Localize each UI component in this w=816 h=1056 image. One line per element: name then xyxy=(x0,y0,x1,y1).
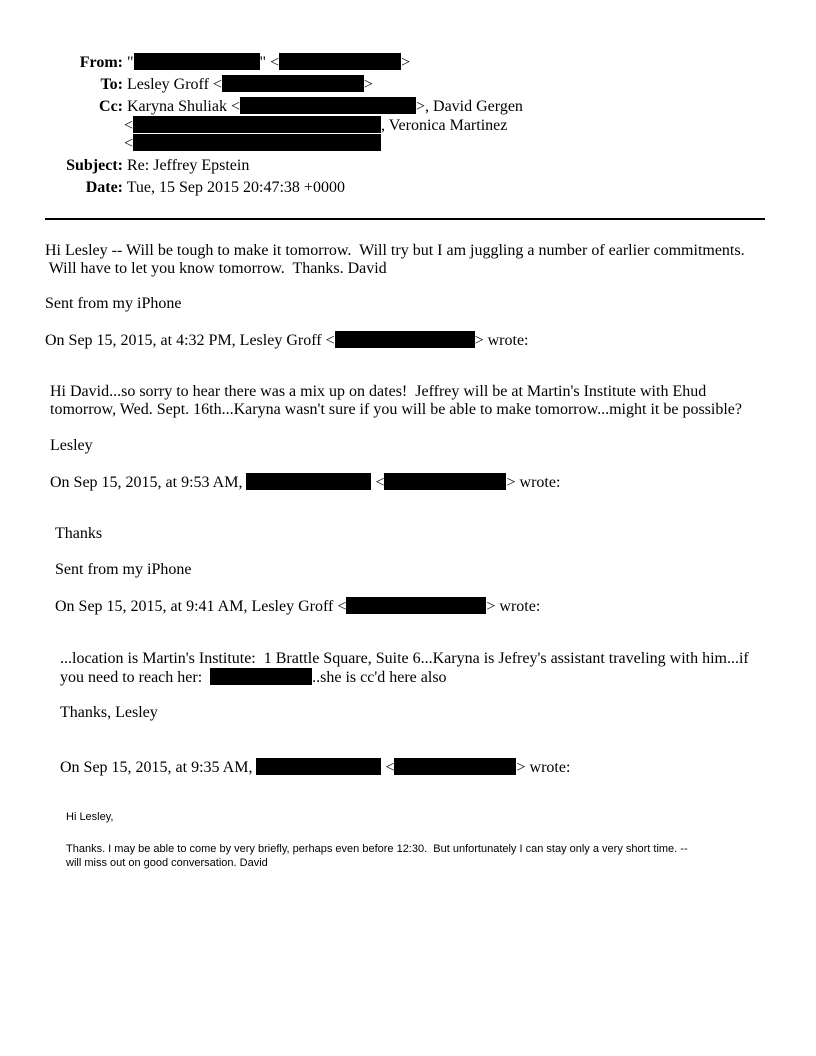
cc-value: Karyna Shuliak < xyxy=(127,98,240,115)
cc-line2-end: , Veronica Martinez xyxy=(381,117,508,134)
quote-header-suffix: > wrote: xyxy=(516,759,571,776)
msg1-line2: Will have to let you know tomorrow. Thanks. David xyxy=(45,260,387,277)
date-label: Date: xyxy=(85,179,123,196)
msg5-line2: will miss out on good conversation. David xyxy=(66,857,268,869)
quote-header-suffix: > wrote: xyxy=(486,598,541,615)
to-row xyxy=(0,75,373,95)
redaction-box xyxy=(240,97,416,114)
msg4-line2 xyxy=(60,668,447,687)
date-row xyxy=(0,178,345,198)
quote-header-mid: < xyxy=(371,474,385,491)
cc-row-3 xyxy=(124,134,381,154)
redaction-box xyxy=(256,758,381,775)
quote-header-text: On Sep 15, 2015, at 9:35 AM, xyxy=(60,759,257,776)
cc-row-2 xyxy=(124,116,507,136)
msg1-line1: Hi Lesley -- Will be tough to make it tomorrow. Will try but I am juggling a number of earlier commitments. xyxy=(45,242,745,259)
msg1-sent: Sent from my iPhone xyxy=(45,295,182,312)
quote-header-text: On Sep 15, 2015, at 4:32 PM, Lesley Groff < xyxy=(45,332,335,349)
redaction-box xyxy=(394,758,516,775)
quote-header-suffix: > wrote: xyxy=(474,332,529,349)
from-end: > xyxy=(401,54,411,71)
msg2-sign: Lesley xyxy=(50,437,93,454)
date-value: Tue, 15 Sep 2015 20:47:38 +0000 xyxy=(126,179,345,196)
from-separator: " < xyxy=(259,54,280,71)
redaction-box xyxy=(346,597,486,614)
from-row xyxy=(0,53,410,73)
quote-header-text: On Sep 15, 2015, at 9:41 AM, Lesley Groff < xyxy=(55,598,347,615)
redaction-box xyxy=(384,473,506,490)
cc-label: Cc: xyxy=(99,98,123,115)
msg4-line2-prefix: you need to reach her: xyxy=(60,669,211,686)
redaction-box xyxy=(222,75,364,92)
subject-value: Re: Jeffrey Epstein xyxy=(127,157,250,174)
cc-line2-open: < xyxy=(124,117,134,134)
redaction-box xyxy=(335,331,475,348)
from-quote: " xyxy=(127,54,134,71)
msg5-line1: Thanks. I may be able to come by very briefly, perhaps even before 12:30. But unfortunately I can stay only a very short time. -- xyxy=(66,843,688,855)
msg3-sent: Sent from my iPhone xyxy=(55,561,192,578)
quote-header-text: On Sep 15, 2015, at 9:53 AM, xyxy=(50,474,247,491)
to-value: Lesley Groff < xyxy=(127,76,222,93)
redaction-box xyxy=(246,473,371,490)
msg4-quote-header xyxy=(60,758,570,777)
msg2-line2: tomorrow, Wed. Sept. 16th...Karyna wasn't sure if you will be able to make tomorrow...might it be possible? xyxy=(50,401,742,418)
msg2-quote-header xyxy=(50,473,560,492)
msg5-greeting: Hi Lesley, xyxy=(66,811,114,823)
cc-mid: >, David Gergen xyxy=(416,98,523,115)
redaction-box xyxy=(279,53,401,70)
cc-line3-open: < xyxy=(124,135,134,152)
redaction-box xyxy=(133,134,381,151)
quote-header-suffix: > wrote: xyxy=(506,474,561,491)
cc-row xyxy=(0,97,523,117)
subject-row xyxy=(0,156,249,176)
msg3-thanks: Thanks xyxy=(55,525,103,542)
subject-label: Subject: xyxy=(66,157,123,174)
redaction-box xyxy=(133,116,381,133)
msg4-line1: ...location is Martin's Institute: 1 Brattle Square, Suite 6...Karyna is Jefrey's assistant traveling with him...if xyxy=(60,650,749,667)
redaction-box xyxy=(210,668,312,685)
from-label: From: xyxy=(79,54,123,71)
msg3-quote-header xyxy=(55,597,540,616)
msg1-quote-header xyxy=(45,331,529,350)
header-divider xyxy=(45,218,765,220)
redaction-box xyxy=(134,53,260,70)
msg4-line2-suffix: ..she is cc'd here also xyxy=(312,669,447,686)
to-end: > xyxy=(363,76,373,93)
quote-header-mid: < xyxy=(381,759,395,776)
msg2-line1: Hi David...so sorry to hear there was a mix up on dates! Jeffrey will be at Martin's Institute with Ehud xyxy=(50,383,707,400)
to-label: To: xyxy=(100,76,123,93)
msg4-sign: Thanks, Lesley xyxy=(60,704,158,721)
